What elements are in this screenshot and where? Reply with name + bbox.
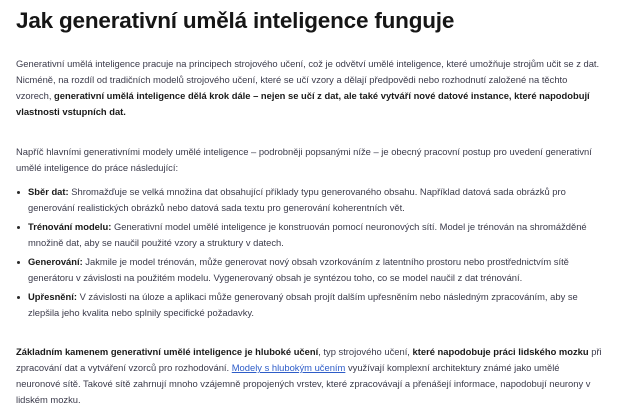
step-term: Generování: xyxy=(28,256,83,267)
process-intro-paragraph: Napříč hlavními generativními modely umělé inteligence – podrobněji popsanými níže – je obecný pracovní postup pro uvedení generativní umělé inteligence do práce následující: xyxy=(16,146,592,173)
list-item xyxy=(16,254,604,286)
intro-paragraph xyxy=(16,56,604,120)
step-term: Upřesnění: xyxy=(28,291,77,302)
step-text: Jakmile je model trénován, může generovat nový obsah vzorkováním z latentního prostoru nebo prostřednictvím sítě generátoru v závislosti na použitém modelu. Vygenerovaný obsah je syntézou toho, co se model naučil z dat trénování. xyxy=(28,256,569,283)
intro-bold-text: generativní umělá inteligence dělá krok dále – nejen se učí z dat, ale také vytváří nové datové instance, které napodobují vlastnosti vstupních dat. xyxy=(16,90,590,117)
foundation-bold-1: Základním kamenem generativní umělé inteligence je hluboké učení xyxy=(16,346,319,357)
foundation-paragraph xyxy=(16,344,604,408)
deep-learning-models-link[interactable]: Modely s hlubokým učením xyxy=(231,362,346,373)
page-title: Jak generativní umělá inteligence funguje xyxy=(16,8,455,33)
list-item xyxy=(16,289,604,321)
foundation-text-3: využívají komplexní architektury známé jako umělé neuronové sítě. Takové sítě zahrnují mnoho vzájemně propojených vrstev, které zpracovávají a přenášejí informace, napodobují neurony v lidském mozku. xyxy=(16,362,591,405)
step-text: V závislosti na úloze a aplikaci může generovaný obsah projít dalším upřesněním nebo následným zpracováním, aby se zlepšila jeho kvalita nebo splnily specifické požadavky. xyxy=(28,291,578,318)
list-item xyxy=(16,184,604,216)
intro-text: Generativní umělá inteligence pracuje na principech strojového učení, což je odvětví umělé inteligence, které umožňuje strojům učit se z dat. Nicméně, na rozdíl od tradičních modelů strojového učení, které se učí vzory a dělají předpovědi nebo rozhodnutí založené na těchto vzorech, xyxy=(16,58,600,101)
foundation-text-2: při zpracování dat a vytváření vzorců pro rozhodování. xyxy=(16,346,602,373)
process-steps-list xyxy=(16,184,604,324)
list-item xyxy=(16,219,604,251)
step-term: Sběr dat: xyxy=(28,186,69,197)
step-term: Trénování modelu: xyxy=(28,221,112,232)
foundation-bold-2: které napodobuje práci lidského mozku xyxy=(412,346,589,357)
step-text: Generativní model umělé inteligence je konstruován pomocí neuronových sítí. Model je trénován na shromážděné množině dat, aby se naučil použité vzory a struktury v datech. xyxy=(28,221,587,248)
step-text: Shromažďuje se velká množina dat obsahující příklady typu generovaného obsahu. Například datová sada obrázků pro generování realistických obrázků nebo datová sada textu pro generování koherentních vět. xyxy=(28,186,566,213)
foundation-text-1: , typ strojového učení, xyxy=(318,346,413,357)
